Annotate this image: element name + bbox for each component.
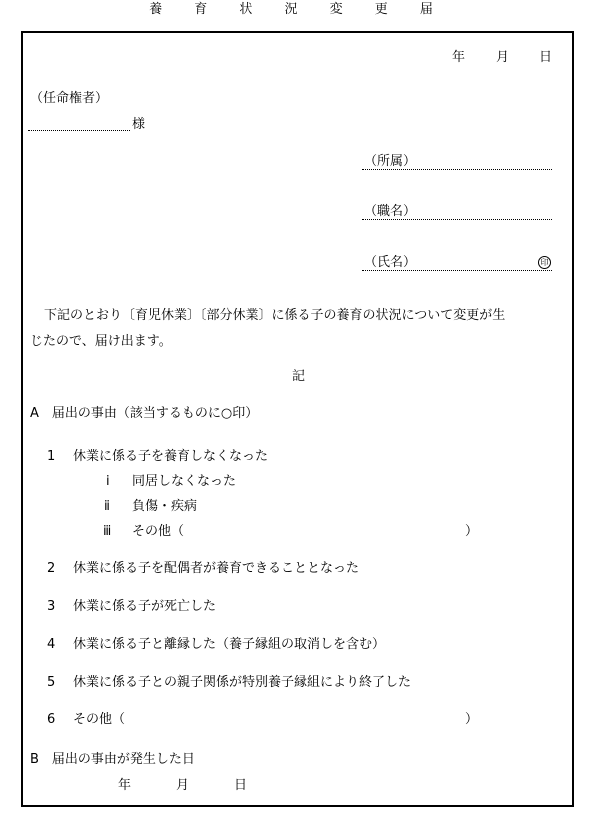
item-5-text: 休業に係る子との親子関係が特別養子縁組により終了した [73, 675, 412, 690]
name-label: （氏名） [364, 255, 417, 270]
sub-item-iii-input-area[interactable] [190, 522, 462, 540]
item-1-text: 休業に係る子を養育しなくなった [73, 449, 269, 464]
item-2-number: 2 [47, 561, 56, 576]
item-3-number: 3 [47, 599, 56, 614]
date-day-label: 日 [539, 50, 553, 65]
affiliation-field[interactable] [362, 169, 552, 170]
document-title: 養 育 状 況 変 更 届 [149, 2, 447, 17]
item-6-close: ） [465, 712, 479, 727]
date-month-label: 月 [496, 50, 510, 65]
sub-item-iii-close: ） [465, 524, 479, 539]
seal-icon: 印 [538, 256, 551, 269]
section-b-year-label: 年 [118, 778, 132, 793]
item-6-input-area[interactable] [133, 710, 463, 728]
section-b-day-label: 日 [234, 778, 248, 793]
ki-label: 記 [292, 369, 306, 384]
item-6-number: 6 [47, 712, 56, 727]
date-year-label: 年 [452, 50, 466, 65]
sub-item-iii-text: その他（ [132, 524, 185, 539]
sub-item-iii-number: ⅲ [103, 524, 112, 539]
item-4-text: 休業に係る子と離縁した（養子縁組の取消しを含む） [73, 637, 386, 652]
section-b-heading: B 届出の事由が発生した日 [30, 752, 195, 767]
item-4-number: 4 [47, 637, 56, 652]
item-5-number: 5 [47, 675, 56, 690]
body-line-1: 下記のとおり〔育児休業〕〔部分休業〕に係る子の養育の状況について変更が生 [44, 308, 506, 323]
appointer-name-field[interactable] [28, 130, 130, 131]
affiliation-label: （所属） [364, 154, 417, 169]
sub-item-ii-text: 負傷・疾病 [132, 499, 198, 514]
item-2-text: 休業に係る子を配偶者が養育できることとなった [73, 561, 360, 576]
item-3-text: 休業に係る子が死亡した [73, 599, 217, 614]
sub-item-i-text: 同居しなくなった [132, 474, 237, 489]
position-field[interactable] [362, 219, 552, 220]
section-b-month-label: 月 [176, 778, 190, 793]
body-line-2: じたので、届け出ます。 [30, 334, 172, 349]
position-label: （職名） [364, 204, 417, 219]
sub-item-ii-number: ⅱ [104, 499, 110, 514]
sub-item-i-number: ⅰ [106, 474, 110, 489]
item-1-number: 1 [47, 449, 56, 464]
appointer-suffix: 様 [132, 117, 146, 132]
appointer-label: （任命権者） [30, 91, 109, 106]
item-6-text: その他（ [73, 712, 126, 727]
section-a-heading: A 届出の事由（該当するものに○印） [30, 406, 259, 421]
name-field[interactable] [362, 270, 552, 271]
